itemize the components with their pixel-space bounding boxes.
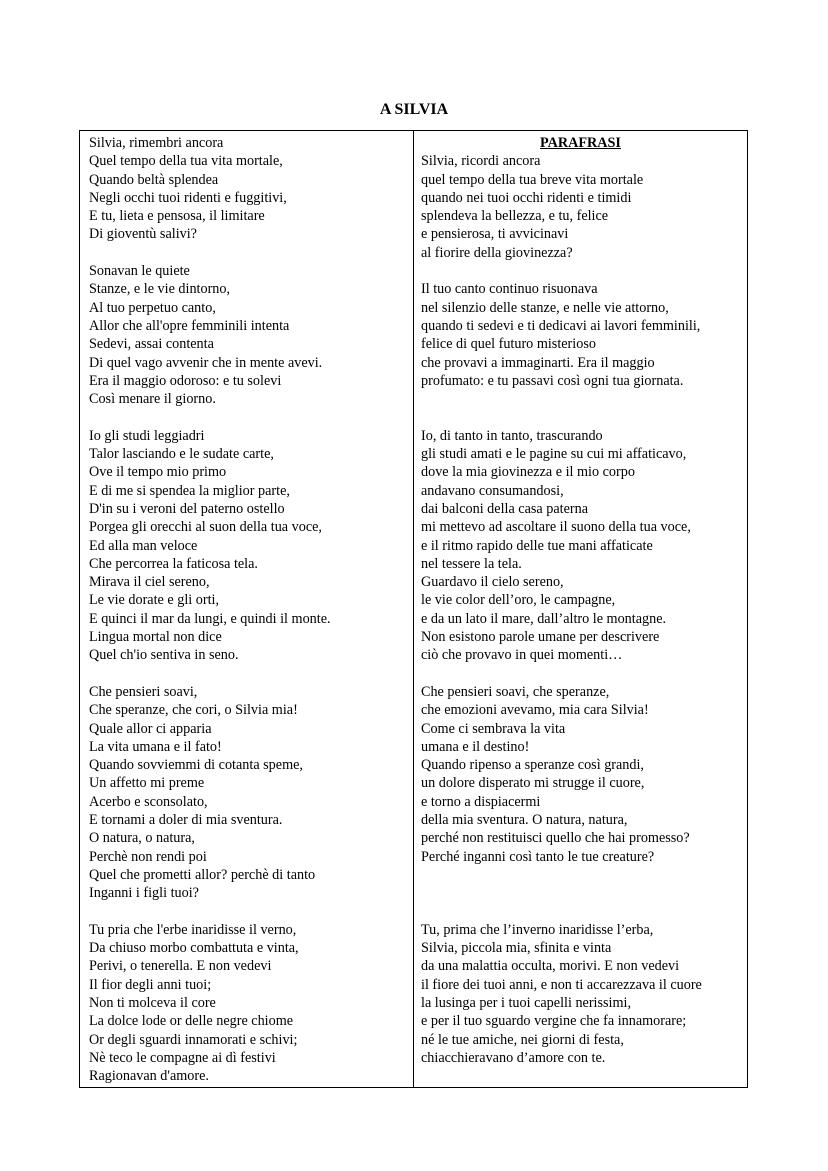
paraphrase-line: Come ci sembrava la vita (421, 720, 566, 737)
paraphrase-line: e il ritmo rapido delle tue mani affaticate (421, 537, 653, 554)
paraphrase-line: il fiore dei tuoi anni, e non ti accarezzava il cuore (421, 976, 702, 993)
stanza-gap (89, 244, 413, 262)
paraphrase-line: al fiorire della giovinezza? (421, 244, 573, 261)
poem-line: Che pensieri soavi, (89, 683, 198, 700)
poem-line: Nè teco le compagne ai dì festivi (89, 1049, 276, 1066)
paraphrase-line: la lusinga per i tuoi capelli nerissimi, (421, 994, 632, 1011)
poem-line: O natura, o natura, (89, 830, 195, 847)
paraphrase-line: Il tuo canto continuo risuonava (421, 281, 598, 298)
poem-line: Era il maggio odoroso: e tu solevi (89, 372, 282, 389)
poem-line: Io gli studi leggiadri (89, 427, 205, 444)
paraphrase-line: Non esistono parole umane per descrivere (421, 629, 660, 646)
poem-line: D'in su i veroni del paterno ostello (89, 500, 285, 517)
poem-line: Talor lasciando e le sudate carte, (89, 446, 274, 463)
paraphrase-line: e per il tuo sguardo vergine che fa innamorare; (421, 1013, 687, 1030)
paraphrase-line: ciò che provavo in quei momenti… (421, 647, 623, 664)
stanza-gap (89, 902, 413, 920)
paraphrase-line: Tu, prima che l’inverno inaridisse l’erba, (421, 921, 654, 938)
paraphrase-line: umana e il destino! (421, 738, 530, 755)
paraphrase-line: un dolore disperato mi strugge il cuore, (421, 775, 645, 792)
paraphrase-line: Quando ripenso a speranze così grandi, (421, 757, 644, 774)
poem-line: Che percorrea la faticosa tela. (89, 555, 258, 572)
paraphrase-line: le vie color dell’oro, le campagne, (421, 592, 616, 609)
poem-line: Quel ch'io sentiva in seno. (89, 647, 239, 664)
poem-line: Le vie dorate e gli orti, (89, 592, 220, 609)
poem-line: Quando beltà splendea (89, 171, 219, 188)
stanza-gap (89, 408, 413, 426)
paraphrase-line: gli studi amati e le pagine su cui mi affaticavo, (421, 446, 687, 463)
paraphrase-line: quando nei tuoi occhi ridenti e timidi (421, 189, 632, 206)
paraphrase-line: nel silenzio delle stanze, e nelle vie attorno, (421, 299, 669, 316)
poem-line: Sonavan le quiete (89, 263, 190, 280)
poem-line: Or degli sguardi innamorati e schivi; (89, 1031, 298, 1048)
poem-line: Quale allor ci apparia (89, 720, 212, 737)
paraphrase-line: profumato: e tu passavi così ogni tua giornata. (421, 372, 684, 389)
poem-line: Di quel vago avvenir che in mente avevi. (89, 354, 323, 371)
poem-line: Acerbo e sconsolato, (89, 793, 208, 810)
poem-line: Quel che prometti allor? perchè di tanto (89, 866, 316, 883)
poem-line: Porgea gli orecchi al suon della tua voce, (89, 519, 322, 536)
poem-line: Quel tempo della tua vita mortale, (89, 153, 283, 170)
paraphrase-header: PARAFRASI (540, 135, 621, 151)
poem-line: Lingua mortal non dice (89, 629, 222, 646)
poem-line: Sedevi, assai contenta (89, 336, 214, 353)
poem-line: Inganni i figli tuoi? (89, 885, 199, 902)
poem-line: E quinci il mar da lungi, e quindi il monte. (89, 610, 331, 627)
paraphrase-line: quel tempo della tua breve vita mortale (421, 171, 644, 188)
paraphrase-line: Silvia, ricordi ancora (421, 153, 541, 170)
poem-line: Un affetto mi preme (89, 775, 205, 792)
stanza-gap (421, 262, 747, 280)
paraphrase-line: dai balconi della casa paterna (421, 500, 589, 517)
stanza-gap (421, 390, 747, 408)
poem-line: Da chiuso morbo combattuta e vinta, (89, 940, 299, 957)
poem-line: Al tuo perpetuo canto, (89, 299, 216, 316)
poem-line: Quando sovviemmi di cotanta speme, (89, 757, 303, 774)
poem-line: Non ti molceva il core (89, 994, 216, 1011)
paraphrase-line: perché non restituisci quello che hai promesso? (421, 830, 690, 847)
paraphrase-line: né le tue amiche, nei giorni di festa, (421, 1031, 624, 1048)
poem-line: Così menare il giorno. (89, 391, 216, 408)
stanza-gap (421, 665, 747, 683)
poem-line: Il fior degli anni tuoi; (89, 976, 212, 993)
stanza-gap (421, 408, 747, 426)
paraphrase-line: Perché inganni così tanto le tue creature? (421, 848, 655, 865)
paraphrase-line: andavano consumandosi, (421, 482, 564, 499)
paraphrase-line: Silvia, piccola mia, sfinita e vinta (421, 940, 612, 957)
paraphrase-line: e torno a dispiacermi (421, 793, 541, 810)
paraphrase-line: da una malattia occulta, morivi. E non vedevi (421, 958, 680, 975)
poem-line: Mirava il ciel sereno, (89, 574, 210, 591)
poem-line: Tu pria che l'erbe inaridisse il verno, (89, 921, 297, 938)
paraphrase-line: che provavi a immaginarti. Era il maggio (421, 354, 655, 371)
paraphrase-line: e pensierosa, ti avvicinavi (421, 226, 569, 243)
stanza-gap (421, 884, 747, 902)
poem-line: Stanze, e le vie dintorno, (89, 281, 231, 298)
poem-line: E tu, lieta e pensosa, il limitare (89, 208, 265, 225)
paraphrase-line: Guardavo il cielo sereno, (421, 574, 564, 591)
stanza-gap (89, 665, 413, 683)
paraphrase-line: dove la mia giovinezza e il mio corpo (421, 464, 635, 481)
paraphrase-line: nel tessere la tela. (421, 555, 522, 572)
poem-line: Che speranze, che cori, o Silvia mia! (89, 702, 298, 719)
paraphrase-line: felice di quel futuro misterioso (421, 336, 596, 353)
poem-line: La dolce lode or delle negre chiome (89, 1013, 294, 1030)
paraphrase-line: che emozioni avevamo, mia cara Silvia! (421, 702, 649, 719)
poem-line: La vita umana e il fato! (89, 738, 222, 755)
paraphrase-line: chiacchieravano d’amore con te. (421, 1049, 606, 1066)
paraphrase-line: mi mettevo ad ascoltare il suono della tua voce, (421, 519, 691, 536)
poem-line: Perivi, o tenerella. E non vedevi (89, 958, 272, 975)
poem-line: E tornami a doler di mia sventura. (89, 811, 283, 828)
poem-line: Perchè non rendi poi (89, 848, 207, 865)
paraphrase-line: quando ti sedevi e ti dedicavi ai lavori femminili, (421, 317, 701, 334)
poem-line: Di gioventù salivi? (89, 226, 197, 243)
paraphrase-line: della mia sventura. O natura, natura, (421, 811, 628, 828)
stanza-gap (421, 902, 747, 920)
poem-column (80, 131, 414, 1087)
poem-line: Negli occhi tuoi ridenti e fuggitivi, (89, 189, 287, 206)
poem-line: Allor che all'opre femminili intenta (89, 317, 290, 334)
poem-table (79, 130, 748, 1088)
poem-line: E di me si spendea la miglior parte, (89, 482, 290, 499)
paraphrase-line: e da un lato il mare, dall’altro le montagne. (421, 610, 667, 627)
poem-line: Ove il tempo mio primo (89, 464, 227, 481)
poem-line: Silvia, rimembri ancora (89, 135, 224, 151)
stanza-gap (421, 866, 747, 884)
paraphrase-line: splendeva la bellezza, e tu, felice (421, 208, 609, 225)
paraphrase-line: Io, di tanto in tanto, trascurando (421, 427, 603, 444)
paraphrase-line: Che pensieri soavi, che speranze, (421, 683, 610, 700)
page-title: A SILVIA (379, 101, 449, 118)
poem-line: Ed alla man veloce (89, 537, 198, 554)
paraphrase-column (414, 131, 747, 1087)
poem-line: Ragionavan d'amore. (89, 1068, 209, 1085)
